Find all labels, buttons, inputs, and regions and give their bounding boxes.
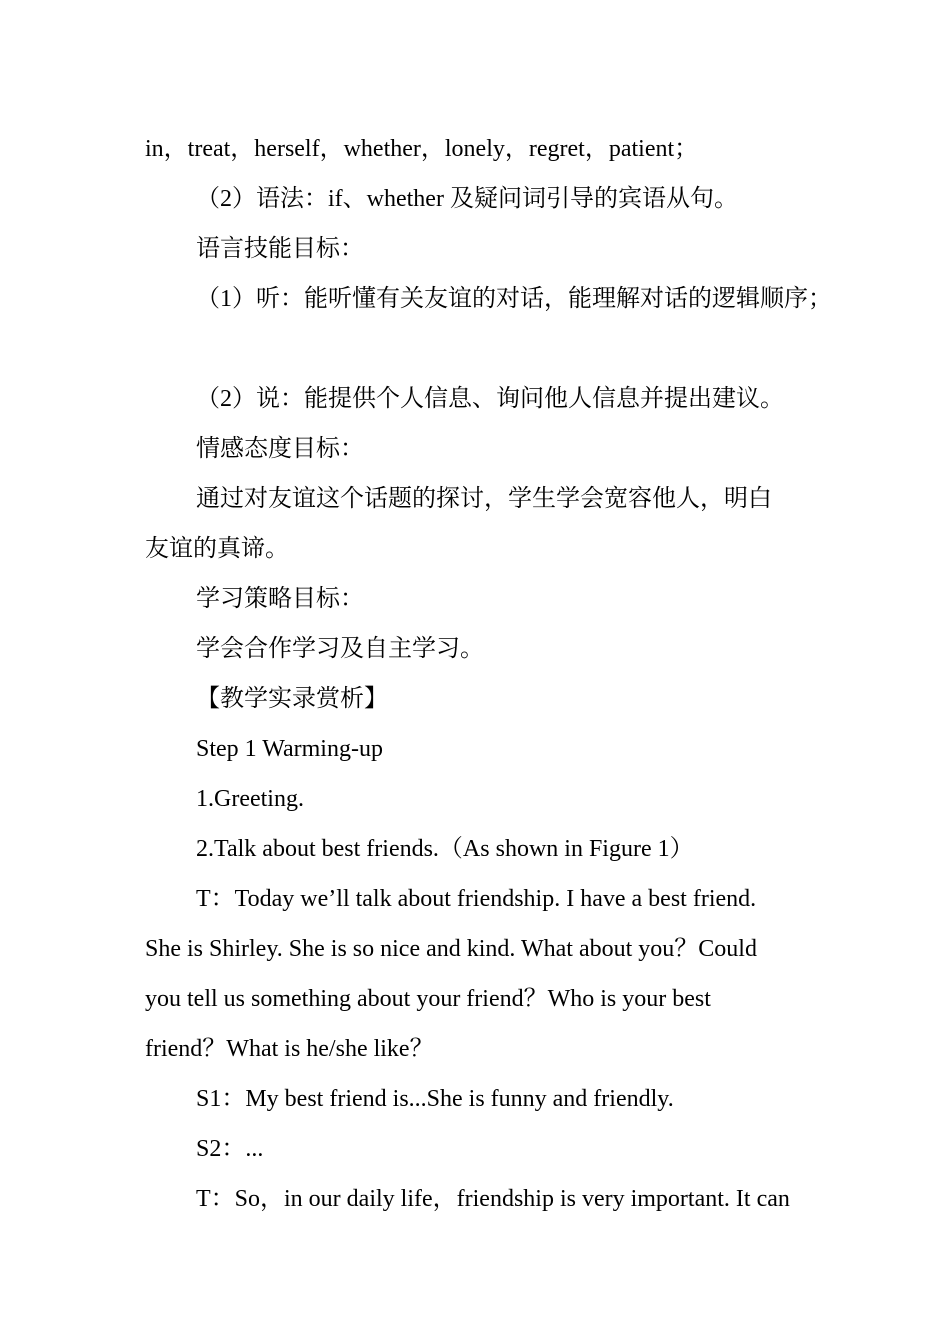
dialogue-line: friend？What is he/she like？ — [145, 1036, 434, 1062]
text-line: 学会合作学习及自主学习。 — [196, 636, 484, 662]
text-line: 通过对友谊这个话题的探讨，学生学会宽容他人，明白 — [196, 486, 772, 512]
text-line: 1.Greeting. — [196, 786, 304, 812]
text-line: （1）听：能听懂有关友谊的对话，能理解对话的逻辑顺序； — [196, 286, 832, 312]
text-line: （2）语法：if、whether 及疑问词引导的宾语从句。 — [196, 186, 738, 212]
dialogue-line: S1：My best friend is...She is funny and friendly. — [196, 1086, 674, 1112]
dialogue-line: S2：... — [196, 1136, 264, 1162]
text-line: 2.Talk about best friends.（As shown in Figure 1） — [196, 836, 694, 862]
dialogue-line: She is Shirley. She is so nice and kind. What about you？Could — [145, 936, 757, 962]
section-heading: 情感态度目标： — [196, 436, 364, 462]
section-heading: 【教学实录赏析】 — [196, 686, 388, 712]
text-line: 友谊的真谛。 — [145, 536, 289, 562]
text-line: in，treat，herself，whether，lonely，regret，patient； — [145, 136, 699, 162]
document-body — [145, 124, 832, 1224]
step-heading: Step 1 Warming-up — [196, 736, 383, 762]
section-heading: 学习策略目标： — [196, 586, 364, 612]
dialogue-line: you tell us something about your friend？Who is your best — [145, 986, 711, 1012]
section-heading: 语言技能目标： — [196, 236, 364, 262]
dialogue-line: T：So，in our daily life，friendship is very important. It can — [196, 1186, 790, 1212]
text-line: （2）说：能提供个人信息、询问他人信息并提出建议。 — [196, 386, 784, 412]
dialogue-line: T：Today we’ll talk about friendship. I have a best friend. — [196, 886, 757, 912]
blank-line — [145, 324, 825, 374]
